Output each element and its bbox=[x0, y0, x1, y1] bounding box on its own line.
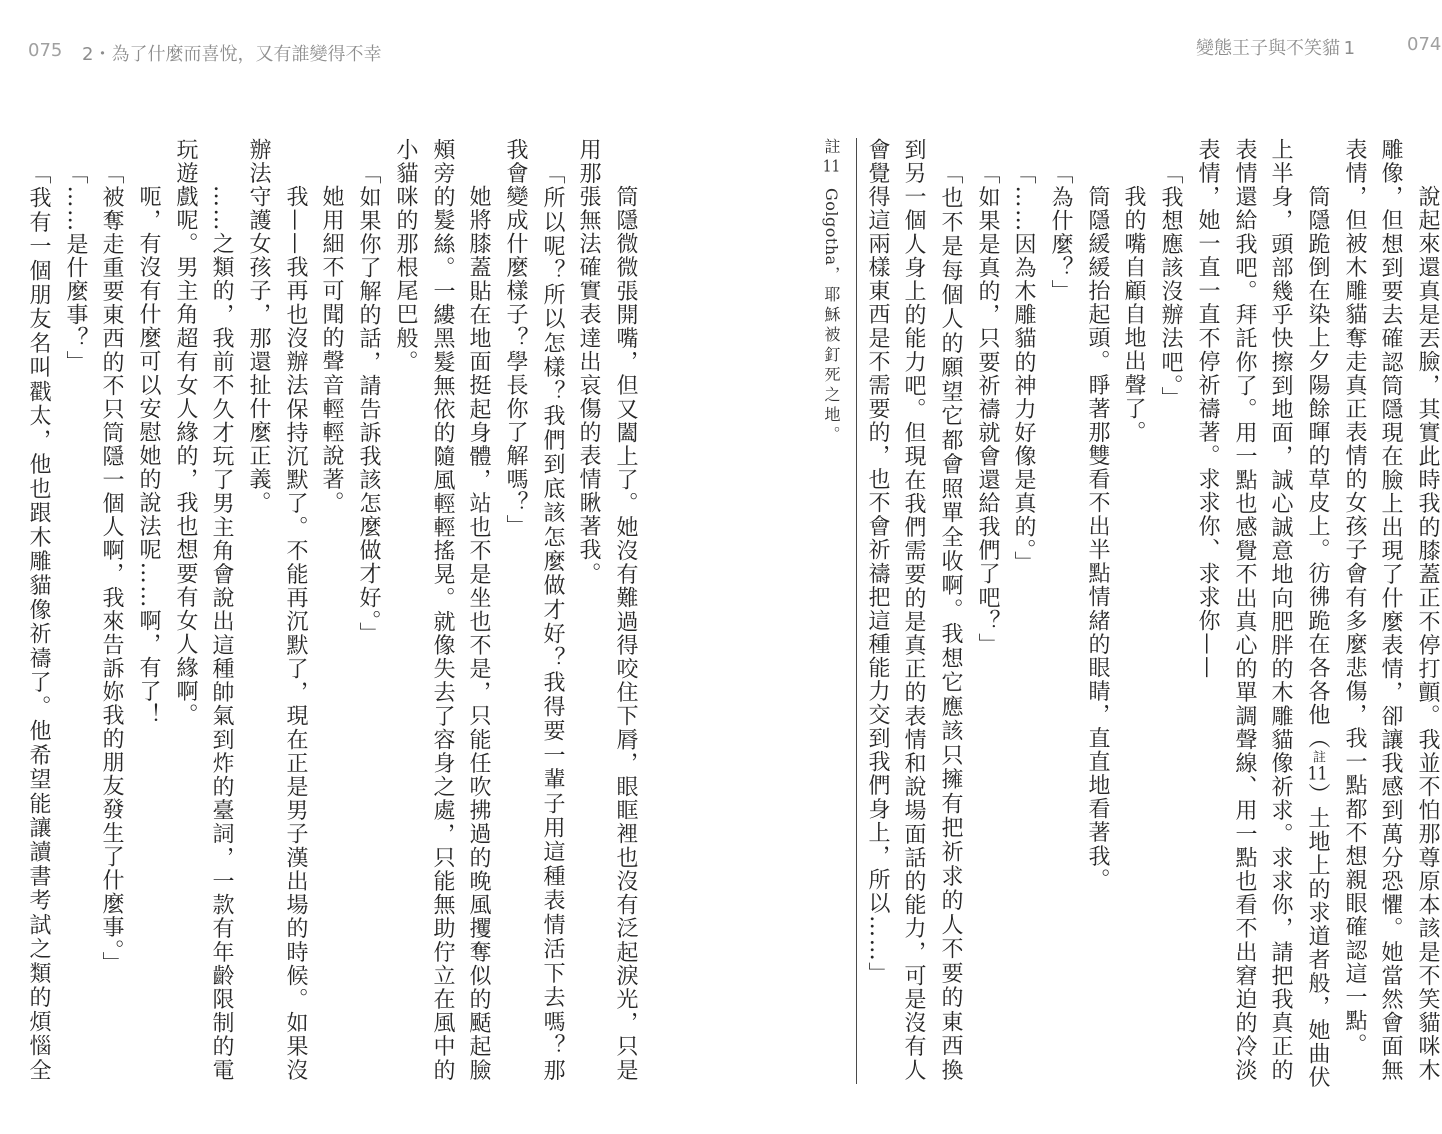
dialogue-column: 到另一個人身上的能力吧。但現在我們需要的是真正的表情和說場面話的能力，可是沒有人 bbox=[901, 138, 926, 1082]
dialogue-column: 「如果是真的，只要祈禱就會還給我們了吧？」 bbox=[975, 162, 1000, 657]
book-title: 變態王子與不笑貓 bbox=[1196, 38, 1340, 59]
text-column: 呃，有沒有什麼可以安慰她的說法呢……啊，有了！ bbox=[136, 185, 161, 727]
dialogue-column: 我會變成什麼樣子？學長你了解嗎？」 bbox=[503, 138, 528, 539]
text-column: 表情還給我吧。拜託你了。用一點也感覺不出真心的單調聲線、用一點也看不出窘迫的冷淡 bbox=[1232, 138, 1257, 1082]
page-number: 074 bbox=[1407, 34, 1442, 55]
note-ref-open: （ bbox=[1305, 726, 1330, 751]
running-header-book-title bbox=[1196, 34, 1355, 60]
dialogue-column: 「也不是每個人的願望它都會照單全收啊。我想它應該只擁有把祈求的人不要的東西換 bbox=[938, 162, 963, 1082]
footnote bbox=[816, 138, 846, 446]
chapter-number: 2 bbox=[82, 44, 94, 65]
text-column bbox=[1299, 138, 1335, 1090]
dialogue-column: 「我有一個朋友名叫戳太，他也跟木雕貓像祈禱了。他希望能讓讀書考試之類的煩惱全 bbox=[26, 162, 51, 1082]
text-column: 表情，她一直一直不停祈禱著。求求你、求求你—— bbox=[1195, 138, 1220, 680]
text-column: 玩遊戲呢。男主角超有女人緣的，我也想要有女人緣啊。 bbox=[173, 138, 198, 727]
dialogue-column: 「……因為木雕貓的神力好像是真的。」 bbox=[1011, 162, 1036, 575]
text-column: 筒隱緩緩抬起頭。睜著那雙看不出半點情緒的眼睛，直直地看著我。 bbox=[1085, 185, 1110, 892]
text-column: 我——我再也沒辦法保持沉默了。不能再沉默了，現在正是男子漢出場的時候。如果沒 bbox=[283, 185, 308, 1082]
text-column: 雕像，但想到要去確認筒隱現在臉上出現了什麼表情，卻讓我感到萬分恐懼。她當然會面無 bbox=[1378, 138, 1403, 1082]
text-column: 小貓咪的那根尾巴般。 bbox=[393, 138, 418, 374]
text-column: 她用細不可聞的聲音輕輕說著。 bbox=[319, 185, 344, 515]
note-ref-label: 註 bbox=[1310, 750, 1325, 766]
text-column: 說起來還真是丟臉，其實此時我的膝蓋正不停打顫。我並不怕那尊原本該是不笑貓咪木 bbox=[1415, 185, 1440, 1082]
dialogue-column: 會覺得這兩樣東西是不需要的，也不會祈禱把這種能力交到我們身上，所以……」 bbox=[865, 138, 890, 986]
dialogue-column: 「被奪走重要東西的不只筒隱一個人啊，我來告訴妳我的朋友發生了什麼事。」 bbox=[99, 162, 124, 976]
text-segment: 土地上的求道者般，她曲伏 bbox=[1305, 806, 1330, 1090]
dialogue-column: 「如果你了解的話，請告訴我該怎麼做才好。」 bbox=[356, 162, 381, 646]
text-column: ……之類的，我前不久才玩了男主角會說出這種帥氣到炸的臺詞，一款有年齡限制的電 bbox=[209, 185, 234, 1082]
footnote-term: Golgotha bbox=[822, 188, 841, 266]
chapter-title: 為了什麼而喜悅，又有誰變得不幸 bbox=[111, 44, 382, 65]
text-column: 頰旁的髮絲。一縷黑髮無依的隨風輕輕搖晃。就像失去了容身之處，只能無助佇立在風中的 bbox=[430, 138, 455, 1082]
footnote-number: 11 bbox=[822, 158, 841, 174]
footnote-text: ，耶穌被釘死之地。 bbox=[822, 265, 841, 446]
dialogue-column: 「我想應該沒辦法吧。」 bbox=[1158, 162, 1183, 411]
text-column: 她將膝蓋貼在地面挺起身體，站也不是坐也不是，只能任吹拂過的晚風攫奪似的颳起臉 bbox=[466, 185, 491, 1082]
footnote-label: 註 bbox=[822, 138, 841, 158]
text-column: 辦法守護女孩子，那還扯什麼正義。 bbox=[246, 138, 271, 515]
footnote-divider bbox=[856, 138, 857, 1084]
text-column: 用那張無法確實表達出哀傷的表情瞅著我。 bbox=[576, 138, 601, 586]
note-ref-close: ） bbox=[1305, 783, 1330, 807]
text-segment: 筒隱跪倒在染上夕陽餘暉的草皮上。彷彿跪在各各他 bbox=[1305, 185, 1330, 727]
volume-number: 1 bbox=[1343, 38, 1356, 59]
page-number: 075 bbox=[28, 40, 63, 61]
text-column: 表情，但被木雕貓奪走真正表情的女孩子會有多麼悲傷，我一點都不想親眼確認這一點。 bbox=[1342, 138, 1367, 1057]
text-column: 上半身，頭部幾乎快擦到地面，誠心誠意地向肥胖的木雕貓像祈求。求求你，請把我真正的 bbox=[1268, 138, 1293, 1082]
text-column: 我的嘴自顧自地出聲了。 bbox=[1121, 185, 1146, 445]
text-column: 筒隱微微張開嘴，但又闔上了。她沒有難過得咬住下脣，眼眶裡也沒有泛起淚光，只是 bbox=[613, 185, 638, 1082]
dialogue-column: 「所以呢？所以怎樣？我們到底該怎麼做才好？我得要一輩子用這種表情活下去嗎？那 bbox=[540, 162, 565, 1082]
chapter-separator: ・ bbox=[93, 44, 112, 65]
dialogue-column: 「為什麼？」 bbox=[1048, 162, 1073, 304]
note-ref-number: 11 bbox=[1307, 765, 1328, 784]
running-header-chapter bbox=[82, 40, 381, 66]
dialogue-column: 「……是什麼事？」 bbox=[63, 162, 88, 374]
